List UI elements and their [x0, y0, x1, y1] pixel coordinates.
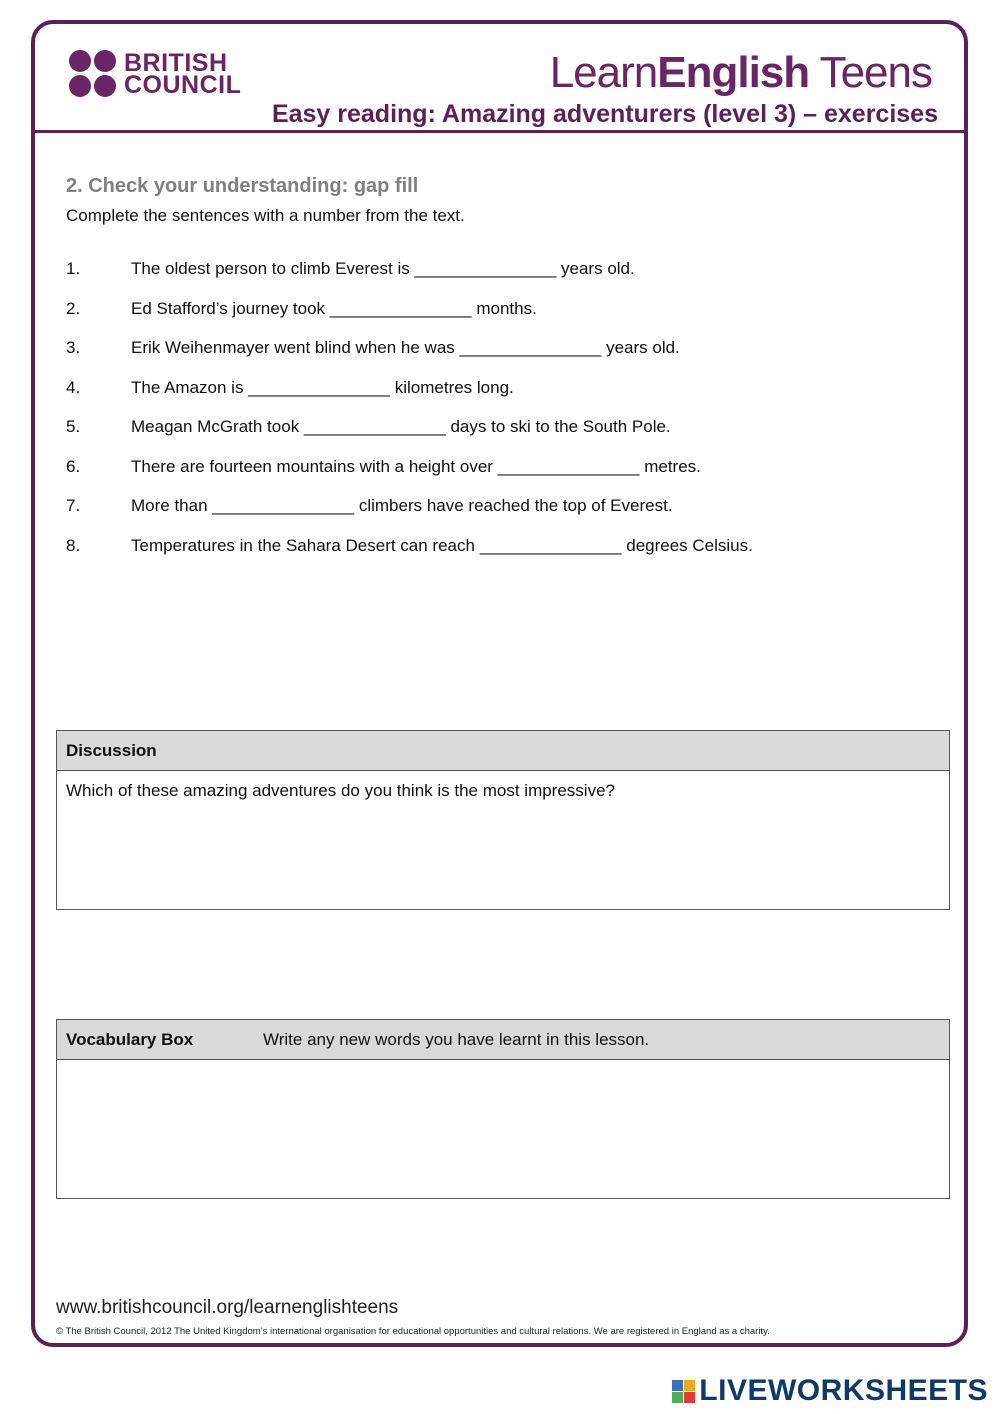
discussion-header — [57, 731, 949, 771]
page-title: Easy reading: Amazing adventurers (level 3) – exercises — [271, 100, 938, 128]
question-item — [66, 259, 753, 299]
answer-blank[interactable]: _______________ — [414, 259, 557, 278]
question-number: 1. — [66, 259, 81, 278]
brand-english: English — [657, 48, 810, 97]
question-text: There are fourteen mountains with a height over _______________ metres. — [131, 456, 701, 476]
brand-teens: Teens — [809, 48, 932, 97]
question-text: More than _______________ climbers have reached the top of Everest. — [131, 496, 673, 515]
question-item — [66, 299, 753, 339]
learnenglish-teens-logo — [550, 48, 932, 98]
answer-blank[interactable]: _______________ — [479, 535, 622, 555]
answer-blank[interactable]: _______________ — [459, 338, 602, 357]
question-item — [66, 457, 753, 497]
question-text: The oldest person to climb Everest is _______________ years old. — [131, 259, 635, 278]
question-number: 6. — [66, 456, 81, 476]
answer-blank[interactable]: _______________ — [497, 456, 640, 476]
watermark-text: LIVEWORKSHEETS — [699, 1374, 988, 1407]
worksheet-page — [31, 20, 968, 1347]
question-number: 2. — [66, 298, 81, 318]
question-text: Ed Stafford’s journey took _______________ months. — [131, 298, 537, 318]
question-number: 5. — [66, 417, 81, 436]
footer-url: www.britishcouncil.org/learnenglishteens — [56, 1297, 399, 1318]
question-number: 7. — [66, 496, 81, 515]
exercise-instructions: Complete the sentences with a number from the text. — [66, 206, 465, 225]
british-council-logo — [69, 50, 241, 97]
gap-fill-questions — [66, 259, 753, 575]
british-council-dots-icon — [69, 50, 116, 97]
vocabulary-label: Vocabulary Box — [66, 1030, 194, 1049]
header-divider — [35, 130, 964, 133]
brand-learn: Learn — [549, 48, 658, 97]
question-item — [66, 536, 753, 576]
question-item — [66, 417, 753, 457]
question-number: 3. — [66, 338, 81, 357]
discussion-question: Which of these amazing adventures do you think is the most impressive? — [66, 781, 615, 800]
vocabulary-writing-area[interactable] — [57, 1060, 949, 1080]
vocabulary-header — [57, 1020, 949, 1060]
answer-blank[interactable]: _______________ — [248, 377, 390, 397]
question-text: The Amazon is _______________ kilometres long. — [131, 377, 514, 397]
liveworksheets-logo — [672, 1374, 988, 1408]
footer-copyright: © The British Council, 2012 The United Kingdom’s international organisation for educational opportunities and cultural relations. We are registered in England as a charity. — [56, 1326, 770, 1337]
question-text: Meagan McGrath took _______________ days to ski to the South Pole. — [131, 417, 671, 436]
discussion-label: Discussion — [66, 741, 157, 760]
answer-blank[interactable]: _______________ — [212, 496, 355, 515]
logo-text-line1: BRITISH — [124, 48, 228, 77]
question-item — [66, 378, 753, 418]
vocabulary-box — [56, 1019, 950, 1199]
discussion-box — [56, 730, 950, 910]
question-number: 4. — [66, 377, 81, 397]
question-text: Temperatures in the Sahara Desert can reach _______________ degrees Celsius. — [131, 535, 753, 555]
answer-blank[interactable]: _______________ — [303, 417, 446, 436]
section-heading: 2. Check your understanding: gap fill — [66, 175, 419, 197]
question-item — [66, 338, 753, 378]
vocabulary-instruction: Write any new words you have learnt in this lesson. — [263, 1030, 650, 1049]
question-item — [66, 496, 753, 536]
answer-blank[interactable]: _______________ — [329, 298, 472, 318]
liveworksheets-icon — [672, 1380, 695, 1403]
question-text: Erik Weihenmayer went blind when he was _______________ years old. — [131, 338, 680, 357]
question-number: 8. — [66, 535, 81, 555]
logo-text-line2: COUNCIL — [124, 70, 242, 99]
